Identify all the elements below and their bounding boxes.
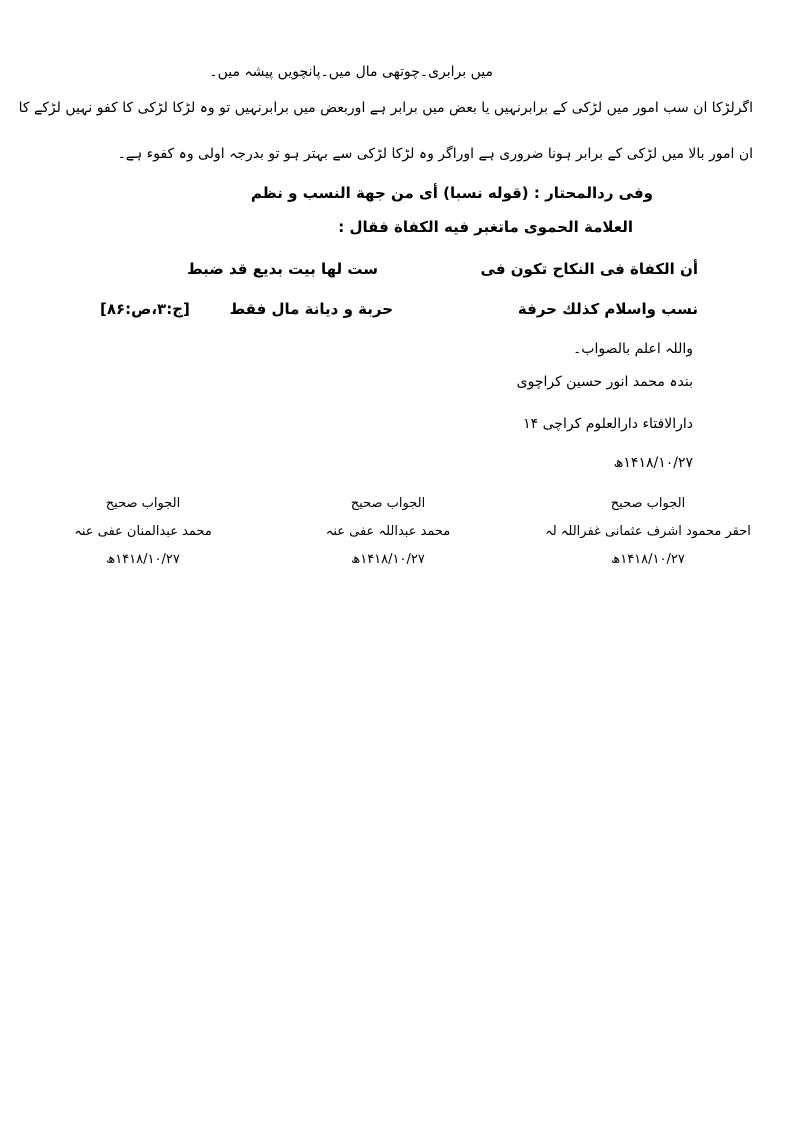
signature-name: محمد عبداللہ عفی عنہ: [325, 524, 451, 539]
author-institution: دارالافتاء دارالعلوم کراچی ۱۴: [523, 416, 693, 432]
arabic-quote-line-1: وفی ردالمحتار : (قوله نسبا) أی من جهة النسب و نظم: [250, 184, 653, 202]
arabic-quote-line-2: العلامة الحموی ماتغبر فيه الكفاة فقال :: [338, 218, 633, 236]
verse-2-first-half: نسب واسلام كذلك حرفة: [517, 300, 698, 318]
body-line-3: ان امور بالا میں لڑکی کے برابر ہونا ضروری ہے اوراگر وہ لڑکا لڑکی سے بہتر ہو تو بدرجہ اولی وہ کفوء ہے۔: [117, 146, 753, 162]
signature-block-2: [268, 490, 508, 574]
book-reference: [ج:۳،ص:۸۶]: [100, 300, 190, 318]
author-date: ۱۴۱۸/۱۰/۲۷ھ: [613, 455, 693, 471]
verse-1-second-half: ست لها بيت بديع قد ضبط: [187, 260, 378, 278]
signature-heading: الجواب صحیح: [350, 496, 426, 511]
signature-block-3: [23, 490, 263, 574]
verse-2-second-half: حربة و ديانة مال فقط: [229, 300, 393, 318]
verse-1-first-half: أن الكفاة فی النكاح تكون فی: [480, 260, 698, 278]
signature-date: ۱۴۱۸/۱۰/۲۷ھ: [106, 552, 180, 567]
signature-date: ۱۴۱۸/۱۰/۲۷ھ: [611, 552, 685, 567]
signature-block-1: [528, 490, 768, 574]
signature-name: محمد عبدالمنان عفی عنہ: [74, 524, 212, 539]
author-name: بندہ محمد انور حسین کراچوی: [516, 374, 693, 390]
signature-name: احقر محمود اشرف عثمانی غفراللہ لہ: [545, 524, 751, 539]
signature-heading: الجواب صحیح: [105, 496, 181, 511]
body-line-1: میں برابری۔چوتھی مال میں۔پانچویں پیشہ میں۔: [209, 64, 493, 80]
closing-allah-knows-best: واللہ اعلم بالصواب۔: [573, 341, 693, 357]
body-line-2: اگرلڑکا ان سب امور میں لڑکی کے برابرنہیں یا بعض میں برابر ہے اوربعض میں برابرنہیں تو وہ لڑکا لڑکی کا کفو نہیں لڑکے کا: [18, 100, 753, 116]
signature-date: ۱۴۱۸/۱۰/۲۷ھ: [351, 552, 425, 567]
signature-heading: الجواب صحیح: [610, 496, 686, 511]
